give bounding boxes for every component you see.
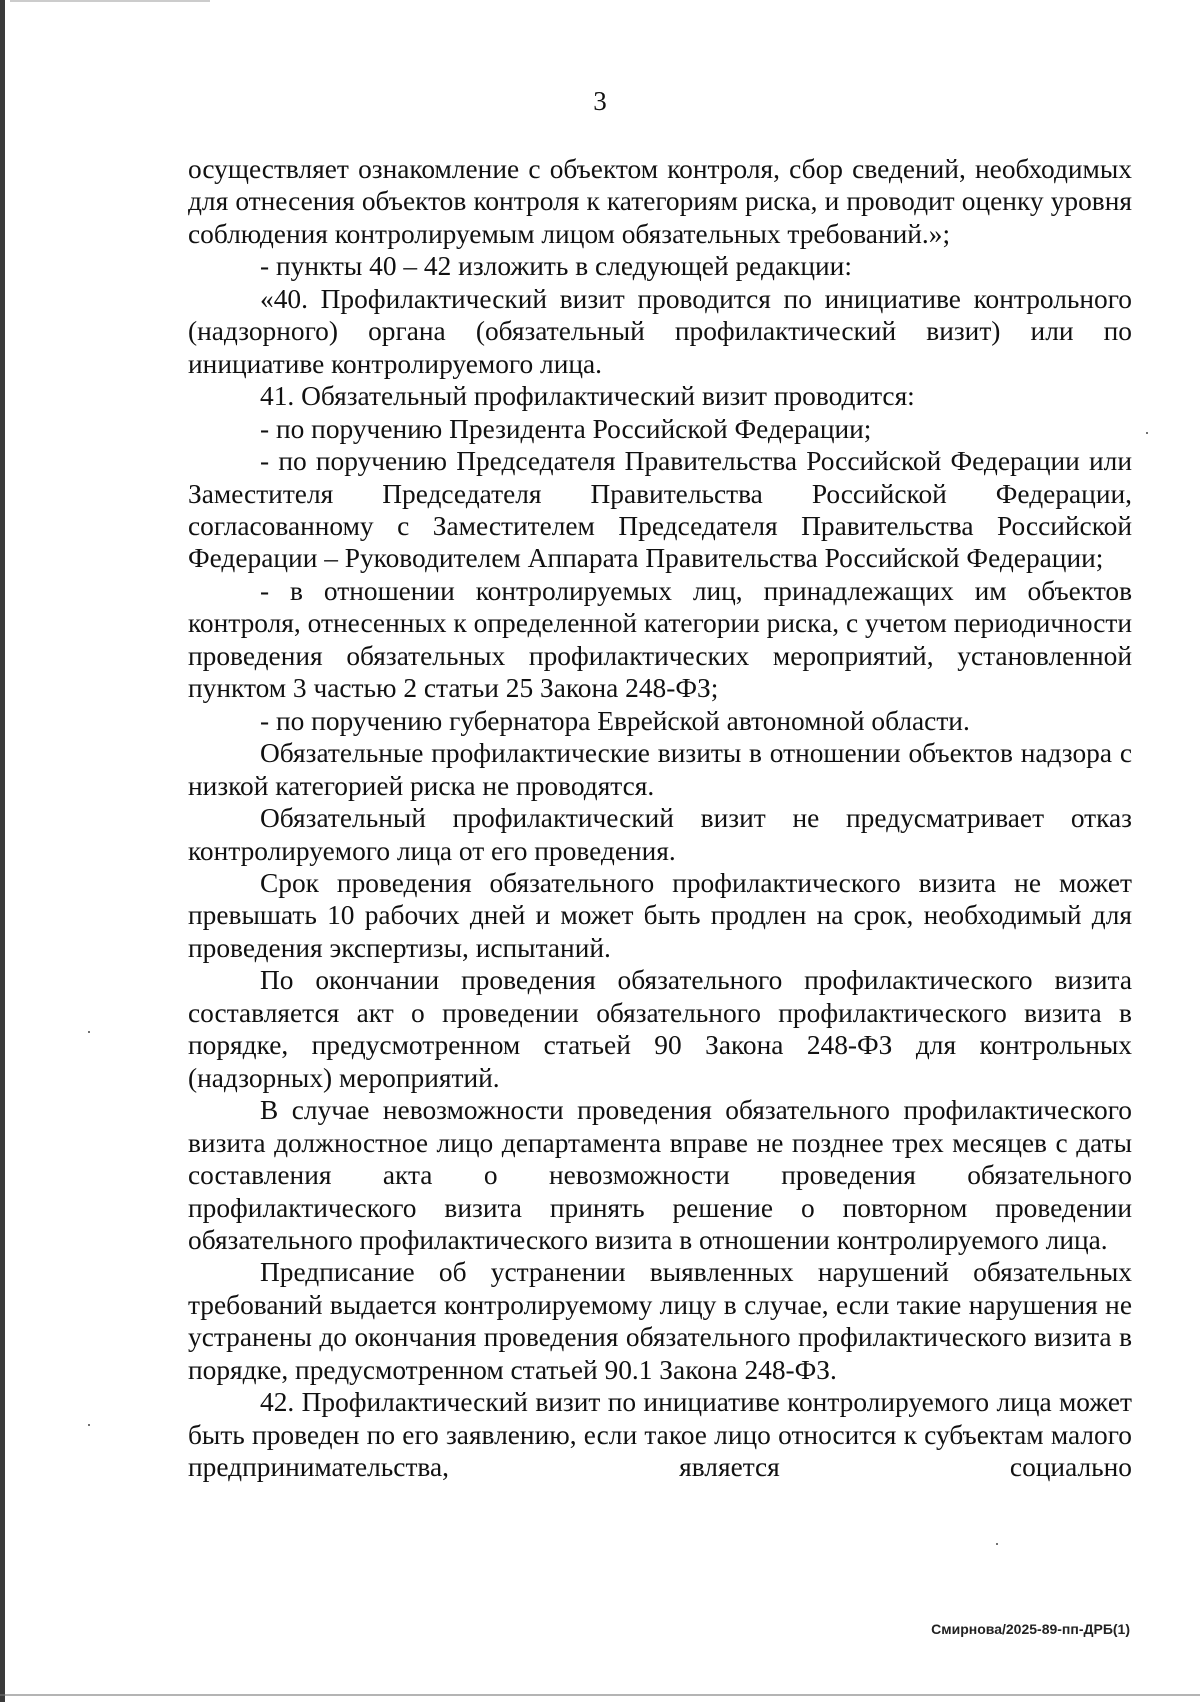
paragraph: - по поручению губернатора Еврейской автономной области. — [260, 705, 970, 736]
paragraph: - по поручению Президента Российской Федерации; — [260, 413, 872, 444]
paragraph: Обязательные профилактические визиты в отношении объектов надзора с низкой категорией риска не проводятся. — [188, 738, 1132, 801]
paragraph: 42. Профилактический визит по инициативе контролируемого лица может быть проведен по его заявлению, если такое лицо относится к субъектам малого предпринимательства, является социально — [188, 1387, 1132, 1483]
paragraph: В случае невозможности проведения обязательного профилактического визита должностное лицо департамента вправе не позднее трех месяцев с даты составления акта о невозможности проведения обязательного профилактического визита принять решение о повторном проведении обязательного профилактического визита в отношении контролируемого лица. — [188, 1095, 1132, 1255]
paragraph: Обязательный профилактический визит не предусматривает отказ контролируемого лица от его проведения. — [188, 803, 1132, 866]
document-body — [188, 153, 1132, 1484]
paragraph: «40. Профилактический визит проводится по инициативе контрольного (надзорного) органа (обязательный профилактический визит) или по инициативе контролируемого лица. — [188, 283, 1132, 379]
page-edge — [0, 0, 5, 1702]
paragraph: - в отношении контролируемых лиц, принадлежащих им объектов контроля, отнесенных к определенной категории риска, с учетом периодичности проведения обязательных профилактических мероприятий, установленной пунктом 3 частью 2 статьи 25 Закона 248-ФЗ; — [188, 575, 1132, 704]
document-code: Смирнова/2025-89-пп-ДРБ(1) — [931, 1621, 1130, 1637]
scan-artifact-top — [10, 0, 210, 2]
paragraph: - пункты 40 – 42 изложить в следующей редакции: — [260, 251, 852, 282]
paragraph: - по поручению Председателя Правительства Российской Федерации или Заместителя Председателя Правительства Российской Федерации, согласованному с Заместителем Председателя Правительства Российской Федерации – Руководителем Аппарата Правительства Российской Федерации; — [188, 446, 1132, 574]
scan-speck — [1146, 432, 1148, 434]
scan-artifact-bottom — [0, 1694, 1200, 1696]
paragraph: По окончании проведения обязательного профилактического визита составляется акт о проведении обязательного профилактического визита в порядке, предусмотренном статьей 90 Закона 248-ФЗ для контрольных (надзорных) мероприятий. — [188, 965, 1132, 1093]
scan-speck — [88, 1424, 90, 1426]
page-number: 3 — [593, 86, 607, 116]
paragraph: Срок проведения обязательного профилактического визита не может превышать 10 рабочих дней и может быть продлен на срок, необходимый для проведения экспертизы, испытаний. — [188, 867, 1132, 963]
paragraph: 41. Обязательный профилактический визит проводится: — [260, 381, 915, 412]
scan-speck — [88, 1031, 90, 1033]
paragraph: осуществляет ознакомление с объектом контроля, сбор сведений, необходимых для отнесения объектов контроля к категориям риска, и проводит оценку уровня соблюдения контролируемым лицом обязательных требований.»; — [188, 154, 1132, 249]
paragraph: Предписание об устранении выявленных нарушений обязательных требований выдается контролируемому лицу в случае, если такие нарушения не устранены до окончания проведения обязательного профилактического визита в порядке, предусмотренном статьей 90.1 Закона 248-ФЗ. — [188, 1257, 1132, 1385]
scan-speck — [996, 1543, 998, 1545]
